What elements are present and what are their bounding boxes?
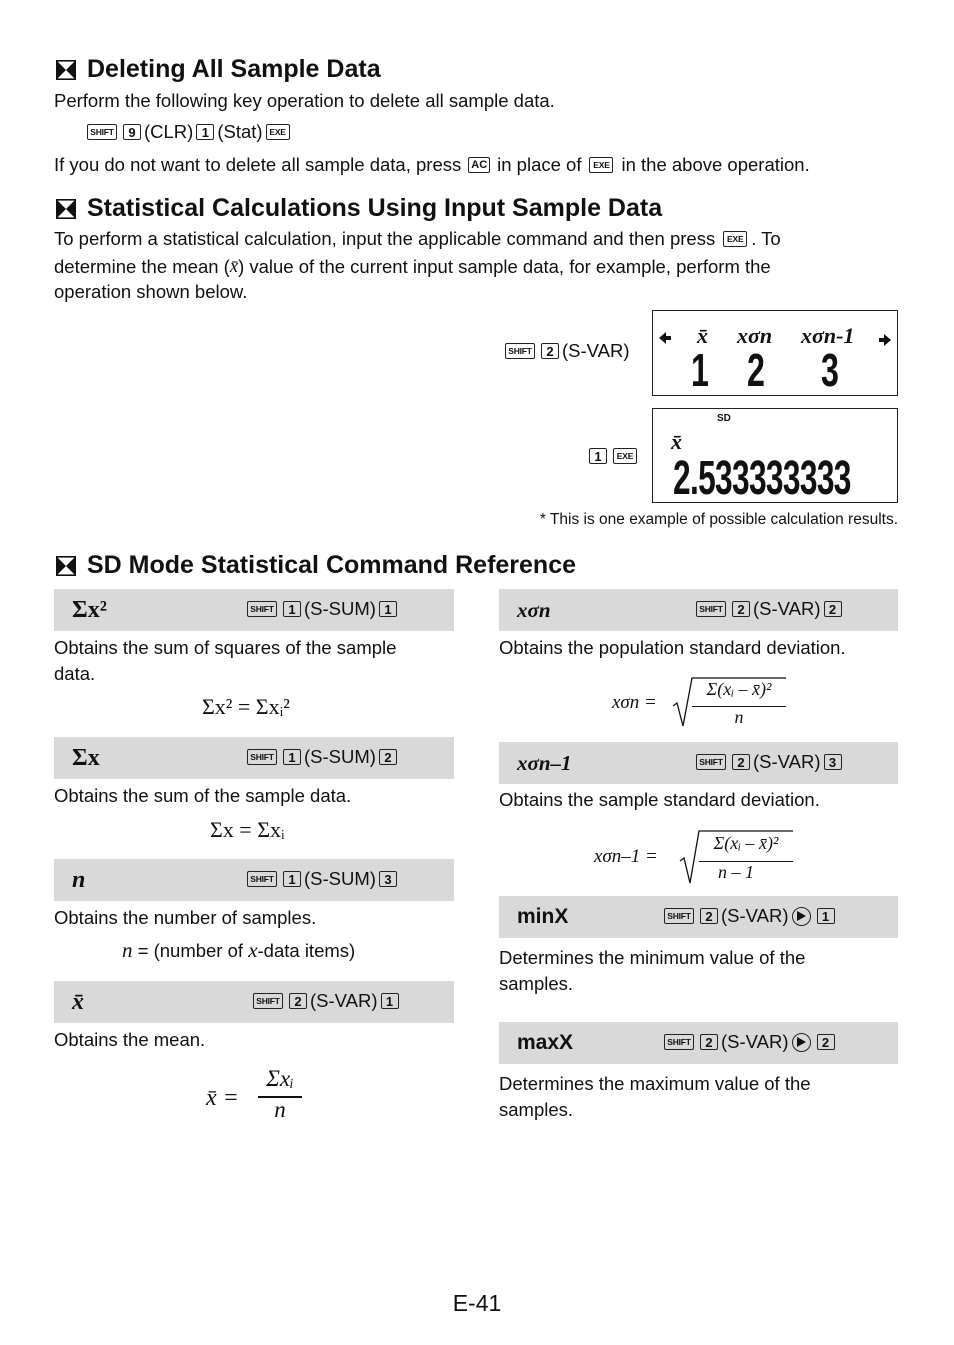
section-bullet-icon [56,556,76,576]
command-bar-sum-x [54,737,454,779]
command-bar-n [54,859,454,901]
command-bar-xsn [499,589,898,631]
command-bar-maxx [499,1022,898,1064]
description-sum-x2-line1: Obtains the sum of squares of the sample [54,637,397,658]
delete-key-sequence: SHIFT 9 (CLR) 1 (Stat) EXE [84,121,293,143]
formula-n: n = (number of x-data items) [122,938,356,962]
shift-key[interactable]: SHIFT [247,871,277,887]
command-title: xσn–1 [517,750,572,775]
shift-key[interactable]: SHIFT [664,1034,694,1050]
page-number: E-41 [452,1290,502,1316]
lcd-number-3: 3 [821,344,839,396]
lcd-label-xsn1: xσn-1 [801,323,855,348]
formula-xsn1-numerator: Σ(xᵢ – x̄)² [713,833,779,853]
command-title: Σx [72,744,100,771]
lcd-sd-indicator: SD [717,413,731,424]
mean-symbol: x̄ [229,256,239,277]
command-title: minX [517,905,569,928]
lcd-label-mean: x̄ [697,323,708,348]
command-keys: SHIFT 2 (S-VAR) 2 [693,598,845,620]
stat-para-line2: determine the mean ( x̄ ) value of the current input sample data, for example, perform the [54,256,771,277]
heading-stat-calc: Statistical Calculations Using Input Sample Data [56,194,662,223]
description-xsn1: Obtains the sample standard deviation. [499,789,820,810]
description-sum-x: Obtains the sum of the sample data. [54,785,352,806]
command-bar-xsn1 [499,742,898,784]
footnote: * This is one example of possible calculation results. [539,511,898,528]
stat-para-line1: To perform a statistical calculation, input the applicable command and then press EXE . To [54,228,781,249]
description-minx-line1: Determines the minimum value of the [499,947,806,968]
command-title: Σx² [72,596,107,623]
command-title: xσn [517,597,551,622]
heading-delete-all: Deleting All Sample Data [56,55,381,84]
command-keys: SHIFT 1 (S-SUM) 1 [244,598,400,620]
lcd-right-arrow-icon [879,333,891,351]
description-mean: Obtains the mean. [54,1029,206,1050]
command-bar-minx [499,896,898,938]
shift-key[interactable]: SHIFT [253,993,283,1009]
stat-para-line3: operation shown below. [54,281,248,302]
shift-key[interactable]: SHIFT [664,908,694,924]
shift-key[interactable]: SHIFT [696,601,726,617]
formula-xsn1-denominator: n – 1 [718,862,754,882]
delete-note: If you do not want to delete all sample data, press AC in place of EXE in the above operation. [54,154,810,175]
formula-mean-numerator: Σxᵢ [266,1066,294,1091]
key-9[interactable]: 9 [123,124,141,140]
shift-key[interactable]: SHIFT [87,124,117,140]
shift-key[interactable]: SHIFT [247,749,277,765]
key-1[interactable]: 1 [589,448,607,464]
right-arrow-key-icon[interactable] [792,907,811,926]
intro-text: Perform the following key operation to delete all sample data. [54,90,555,111]
lcd-label-xsn: xσn [737,323,773,348]
command-title: maxX [517,1031,574,1054]
heading-command-reference: SD Mode Statistical Command Reference [56,551,576,580]
command-title: x̄ [72,988,84,1015]
formula-sum-x: Σx = Σxᵢ [210,817,285,842]
right-arrow-key-icon[interactable] [792,1033,811,1052]
formula-xsn1-lhs: xσn–1 = [594,846,658,867]
description-xsn: Obtains the population standard deviation. [499,637,846,658]
exe-key[interactable]: EXE [723,231,747,247]
section-bullet-icon [56,60,76,80]
lcd-screen-svar-menu [652,310,898,396]
exe-key[interactable]: EXE [266,124,290,140]
command-keys: SHIFT 1 (S-SUM) 2 [244,746,400,768]
command-bar-sum-x2 [54,589,454,631]
formula-xsn-lhs: xσn = [612,692,657,713]
command-title: n [72,866,86,893]
lcd-number-2: 2 [747,344,765,396]
exe-key[interactable]: EXE [589,157,613,173]
ac-key[interactable]: AC [468,157,490,173]
formula-xsn-denominator: n [734,707,744,727]
description-n: Obtains the number of samples. [54,907,317,928]
lcd-left-arrow-icon [659,331,671,349]
description-minx-line2: samples. [499,973,574,994]
formula-mean-denominator: n [274,1097,286,1122]
command-bar-mean [54,981,454,1023]
key-1[interactable]: 1 [196,124,214,140]
command-keys: SHIFT 2 (S-VAR) 2 [661,1031,838,1053]
formula-sum-x2: Σx² = Σxᵢ² [202,694,290,719]
command-keys: SHIFT 2 (S-VAR) 3 [693,751,845,773]
shift-key[interactable]: SHIFT [247,601,277,617]
section-bullet-icon [56,199,76,219]
lcd-number-1: 1 [691,344,709,396]
key-2[interactable]: 2 [541,343,559,359]
formula-mean-lhs: x̄ = [206,1085,239,1111]
select-mean-key-sequence [586,448,640,464]
shift-key[interactable]: SHIFT [505,343,535,359]
lcd-mean-value: 2.533333333 [673,452,851,505]
description-maxx-line1: Determines the maximum value of the [499,1073,811,1094]
exe-key[interactable]: EXE [613,448,637,464]
command-keys: SHIFT 2 (S-VAR) 1 [661,905,838,927]
lcd-mean-symbol: x̄ [671,429,682,454]
svar-key-sequence: SHIFT 2 (S-VAR) [502,340,630,362]
lcd-screen-mean-result [652,408,898,503]
description-sum-x2-line2: data. [54,663,96,684]
command-keys: SHIFT 2 (S-VAR) 1 [250,990,402,1012]
shift-key[interactable]: SHIFT [696,754,726,770]
description-maxx-line2: samples. [499,1099,574,1120]
command-keys: SHIFT 1 (S-SUM) 3 [244,868,400,890]
formula-xsn-numerator: Σ(xᵢ – x̄)² [706,679,772,699]
